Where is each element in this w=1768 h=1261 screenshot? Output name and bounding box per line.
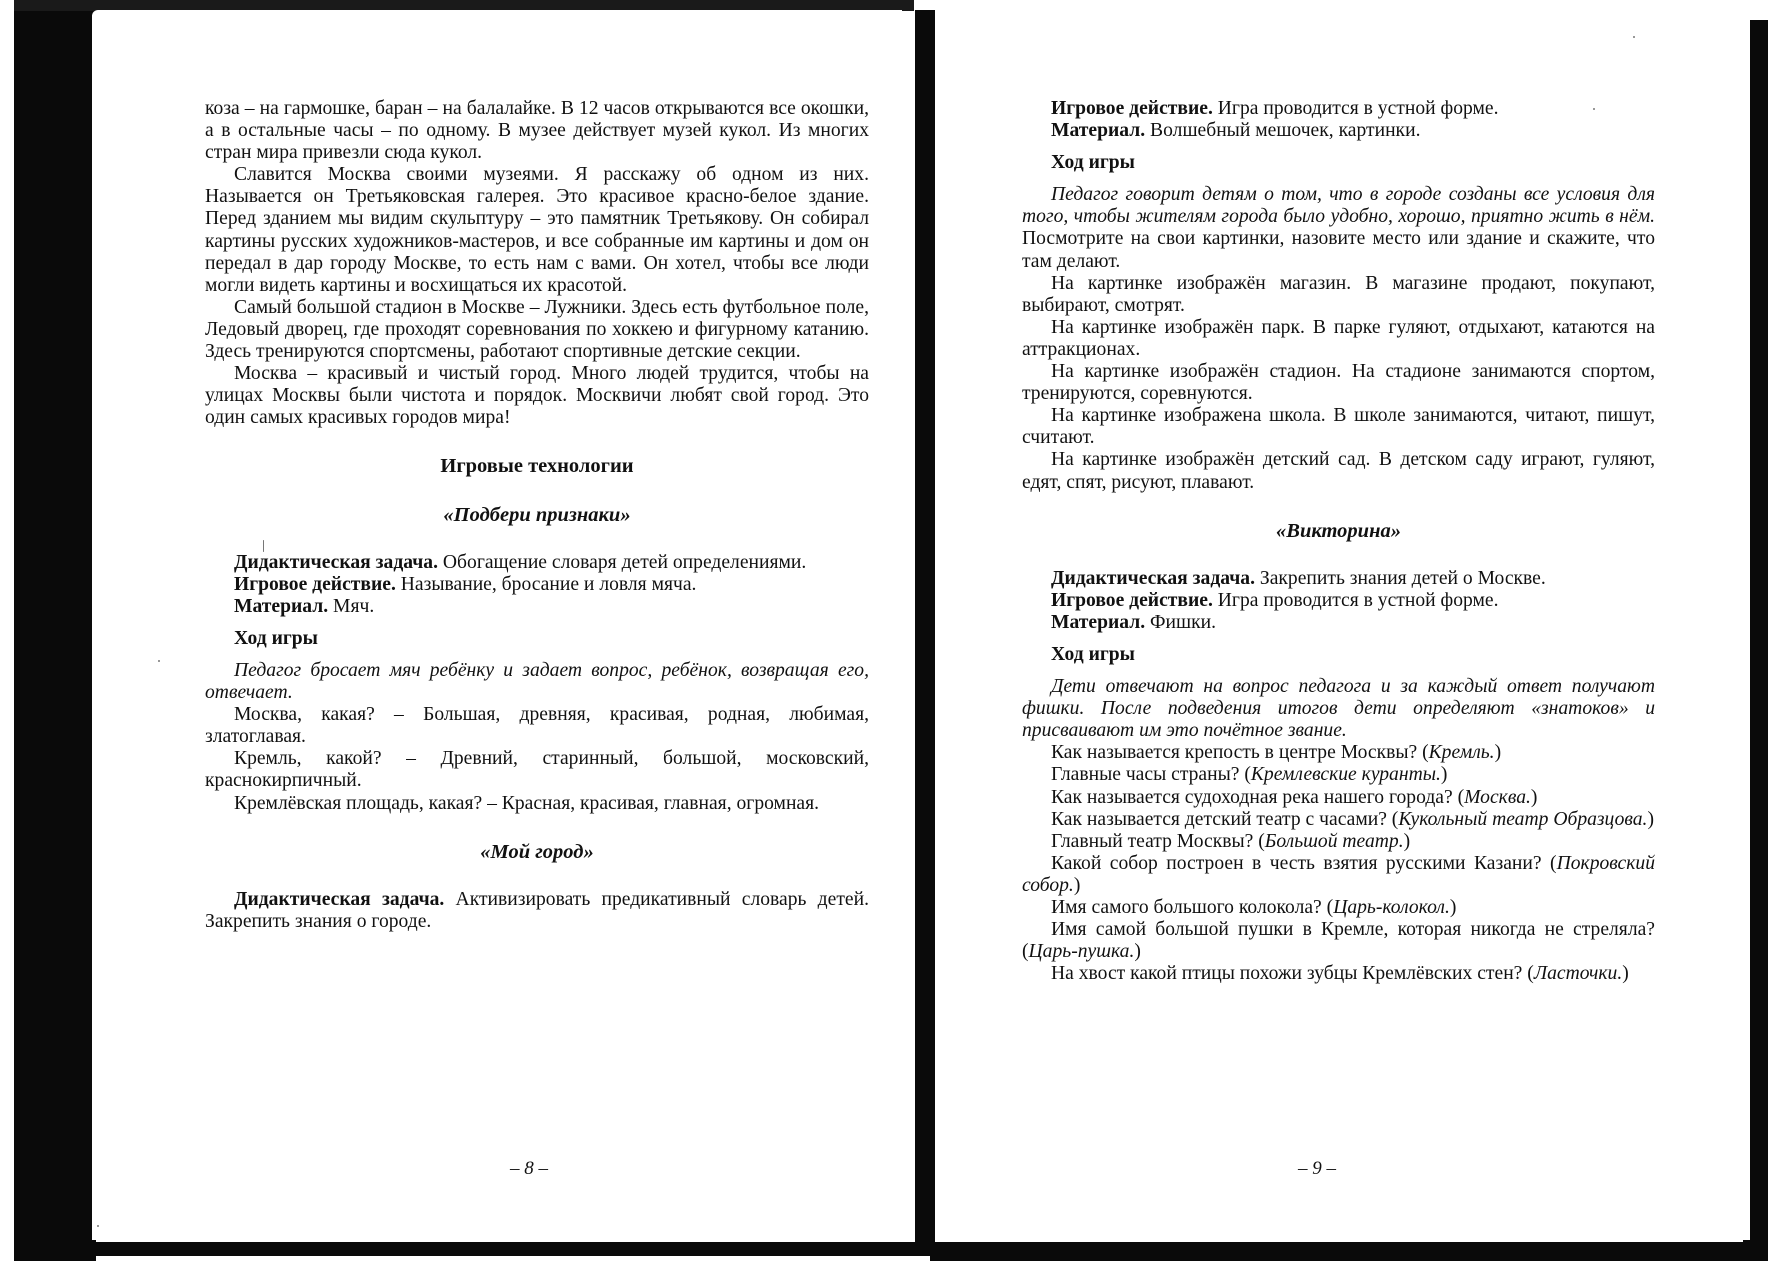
course-intro: Дети отвечают на вопрос педагога и за каждый ответ получают фишки. После подведения итогов дети определяют «знатоков» и присваивают им это почётное звание. bbox=[1022, 676, 1655, 742]
label: Материал. bbox=[1051, 611, 1146, 633]
value: Волшебный мешочек, картинки. bbox=[1145, 120, 1421, 142]
quiz-question: Как называется детский театр с часами? (Кукольный театр Образцова.) bbox=[1051, 808, 1654, 830]
quiz-answer: Покровский собор. bbox=[1022, 852, 1655, 896]
course-intro-italic: Педагог говорит детям о том, что в городе созданы все условия для того, чтобы жителям города было удобно, хорошо, приятно жить в нём. bbox=[1022, 184, 1655, 228]
paragraph: Москва – красивый и чистый город. Много людей трудится, чтобы на улицах Москвы были чистота и порядок. Москвичи любят свой город. Это один самых красивых городов мира! bbox=[205, 363, 869, 429]
scan-speck bbox=[1633, 36, 1635, 38]
course-heading: Ход игры bbox=[234, 627, 318, 649]
material bbox=[1022, 612, 1655, 634]
list-item: Москва, какая? – Большая, древняя, красивая, родная, любимая, златоглавая. bbox=[205, 704, 869, 748]
quiz-answer: Царь-колокол. bbox=[1333, 897, 1450, 918]
list-item: На картинке изображён парк. В парке гуляют, отдыхают, катаются на аттракционах. bbox=[1022, 316, 1655, 360]
right-page-text bbox=[1022, 98, 1655, 985]
material bbox=[205, 596, 869, 618]
game-action bbox=[1022, 98, 1655, 120]
quiz-answer: Кукольный театр Образцова. bbox=[1398, 808, 1648, 830]
paragraph: коза – на гармошке, баран – на балалайке. В 12 часов открываются все окошки, а в остальные часы – по одному. В музее действует музей кукол. Из многих стран мира привезли сюда кукол. bbox=[205, 98, 869, 164]
section-title: Игровые технологии bbox=[440, 455, 634, 478]
label: Материал. bbox=[234, 595, 329, 617]
quiz-answer: Царь-пушка. bbox=[1028, 941, 1135, 963]
label: Дидактическая задача. bbox=[1051, 567, 1255, 589]
game-title: «Подбери признаки» bbox=[443, 503, 631, 526]
list-item: Кремлёвская площадь, какая? – Красная, красивая, главная, огромная. bbox=[234, 792, 820, 814]
scan-speck bbox=[97, 1225, 99, 1227]
left-page-text bbox=[205, 98, 869, 933]
label: Игровое действие. bbox=[1051, 98, 1213, 119]
page-number-right: – 9 – bbox=[1298, 1158, 1336, 1179]
didactic-task bbox=[205, 889, 869, 933]
list-item: На картинке изображён магазин. В магазине продают, покупают, выбирают, смотрят. bbox=[1022, 272, 1655, 316]
game-action bbox=[205, 574, 869, 596]
quiz-answer: Большой театр. bbox=[1264, 830, 1404, 852]
scan-border-bottom-right bbox=[930, 1240, 1768, 1261]
paragraph: Славится Москва своими музеями. Я расскажу об одном из них. Называется он Третьяковская галерея. Это красивое красно-белое здание. Перед зданием мы видим скульптуру – это памятник Третьякову. Он собирал картины русских художников-мастеров, и все собранные им картины и дом он передал в дар городу Москве, то есть нам с вами. Он хотел, чтобы все люди могли видеть картины и восхищаться их красотой. bbox=[205, 164, 869, 296]
label: Дидактическая задача. bbox=[234, 551, 438, 573]
quiz-question: Главный театр Москвы? (Большой театр.) bbox=[1051, 830, 1411, 852]
label: Игровое действие. bbox=[1051, 589, 1213, 611]
scan-speck bbox=[263, 540, 264, 552]
didactic-task bbox=[1022, 568, 1655, 590]
value: Активизировать предикативный словарь детей. Закрепить знания о городе. bbox=[205, 888, 869, 932]
game-title: «Мой город» bbox=[480, 840, 594, 863]
value: Мяч. bbox=[328, 595, 375, 617]
value: Фишки. bbox=[1145, 611, 1217, 633]
quiz-answer: Ласточки. bbox=[1533, 963, 1623, 985]
label: Материал. bbox=[1051, 120, 1146, 142]
scan-spine bbox=[915, 10, 935, 1256]
course-intro: Педагог бросает мяч ребёнку и задает вопрос, ребёнок, возвращая его, отвечает. bbox=[205, 659, 869, 704]
value: Обогащение словаря детей определениями. bbox=[438, 551, 807, 573]
quiz-question: Имя самой большой пушки в Кремле, которая никогда не стреляла? (Царь-пушка.) bbox=[1022, 919, 1655, 963]
course-heading: Ход игры bbox=[1051, 152, 1135, 174]
value: Закрепить знания детей о Москве. bbox=[1255, 567, 1546, 589]
game-action bbox=[1022, 590, 1655, 612]
scan-speck bbox=[1593, 108, 1595, 110]
quiz-question: Как называется судоходная река нашего города? (Москва.) bbox=[1051, 786, 1538, 808]
list-item: На картинке изображена школа. В школе занимаются, читают, пишут, считают. bbox=[1022, 405, 1655, 449]
scan-border-left bbox=[14, 0, 96, 1261]
quiz-question: Главные часы страны? (Кремлевские куранты.) bbox=[1051, 764, 1448, 786]
didactic-task bbox=[205, 552, 869, 574]
quiz-question: Какой собор построен в честь взятия русскими Казани? (Покровский собор.) bbox=[1022, 852, 1655, 896]
page-number-left: – 8 – bbox=[510, 1158, 548, 1179]
game-title: «Викторина» bbox=[1276, 519, 1401, 542]
list-item: На картинке изображён стадион. На стадионе занимаются спортом, тренируются, соревнуются. bbox=[1022, 361, 1655, 405]
list-item: Кремль, какой? – Древний, старинный, большой, московский, краснокирпичный. bbox=[205, 748, 869, 792]
quiz-answer: Кремлевские куранты. bbox=[1250, 764, 1441, 786]
label: Дидактическая задача. bbox=[234, 888, 445, 910]
value: Игра проводится в устной форме. bbox=[1212, 98, 1499, 119]
material bbox=[1022, 120, 1655, 142]
course-intro-rest: Посмотрите на свои картинки, назовите место или здание и скажите, что там делают. bbox=[1022, 228, 1655, 272]
quiz-answer: Кремль. bbox=[1428, 742, 1495, 764]
value: Называние, бросание и ловля мяча. bbox=[395, 573, 697, 595]
quiz-question: Имя самого большого колокола? (Царь-колокол.) bbox=[1051, 897, 1457, 918]
quiz-answer: Москва. bbox=[1464, 786, 1531, 808]
quiz-question: На хвост какой птицы похожи зубцы Кремлёвских стен? (Ласточки.) bbox=[1051, 963, 1629, 985]
scan-speck bbox=[158, 660, 160, 662]
label: Игровое действие. bbox=[234, 573, 396, 595]
paragraph: Самый большой стадион в Москве – Лужники. Здесь есть футбольное поле, Ледовый дворец, где проходят соревнования по хоккею и фигурному катанию. Здесь тренируются спортсмены, работают спортивные детские секции. bbox=[205, 296, 869, 363]
quiz-question: Как называется крепость в центре Москвы? (Кремль.) bbox=[1051, 742, 1502, 764]
value: Игра проводится в устной форме. bbox=[1212, 589, 1499, 611]
course-intro bbox=[1022, 184, 1655, 272]
course-heading: Ход игры bbox=[1051, 643, 1135, 665]
list-item: На картинке изображён детский сад. В детском саду играют, гуляют, едят, спят, рисуют, плавают. bbox=[1022, 449, 1655, 493]
scan-border-right bbox=[1750, 20, 1768, 1256]
scan-border-bottom-left bbox=[60, 1242, 930, 1256]
